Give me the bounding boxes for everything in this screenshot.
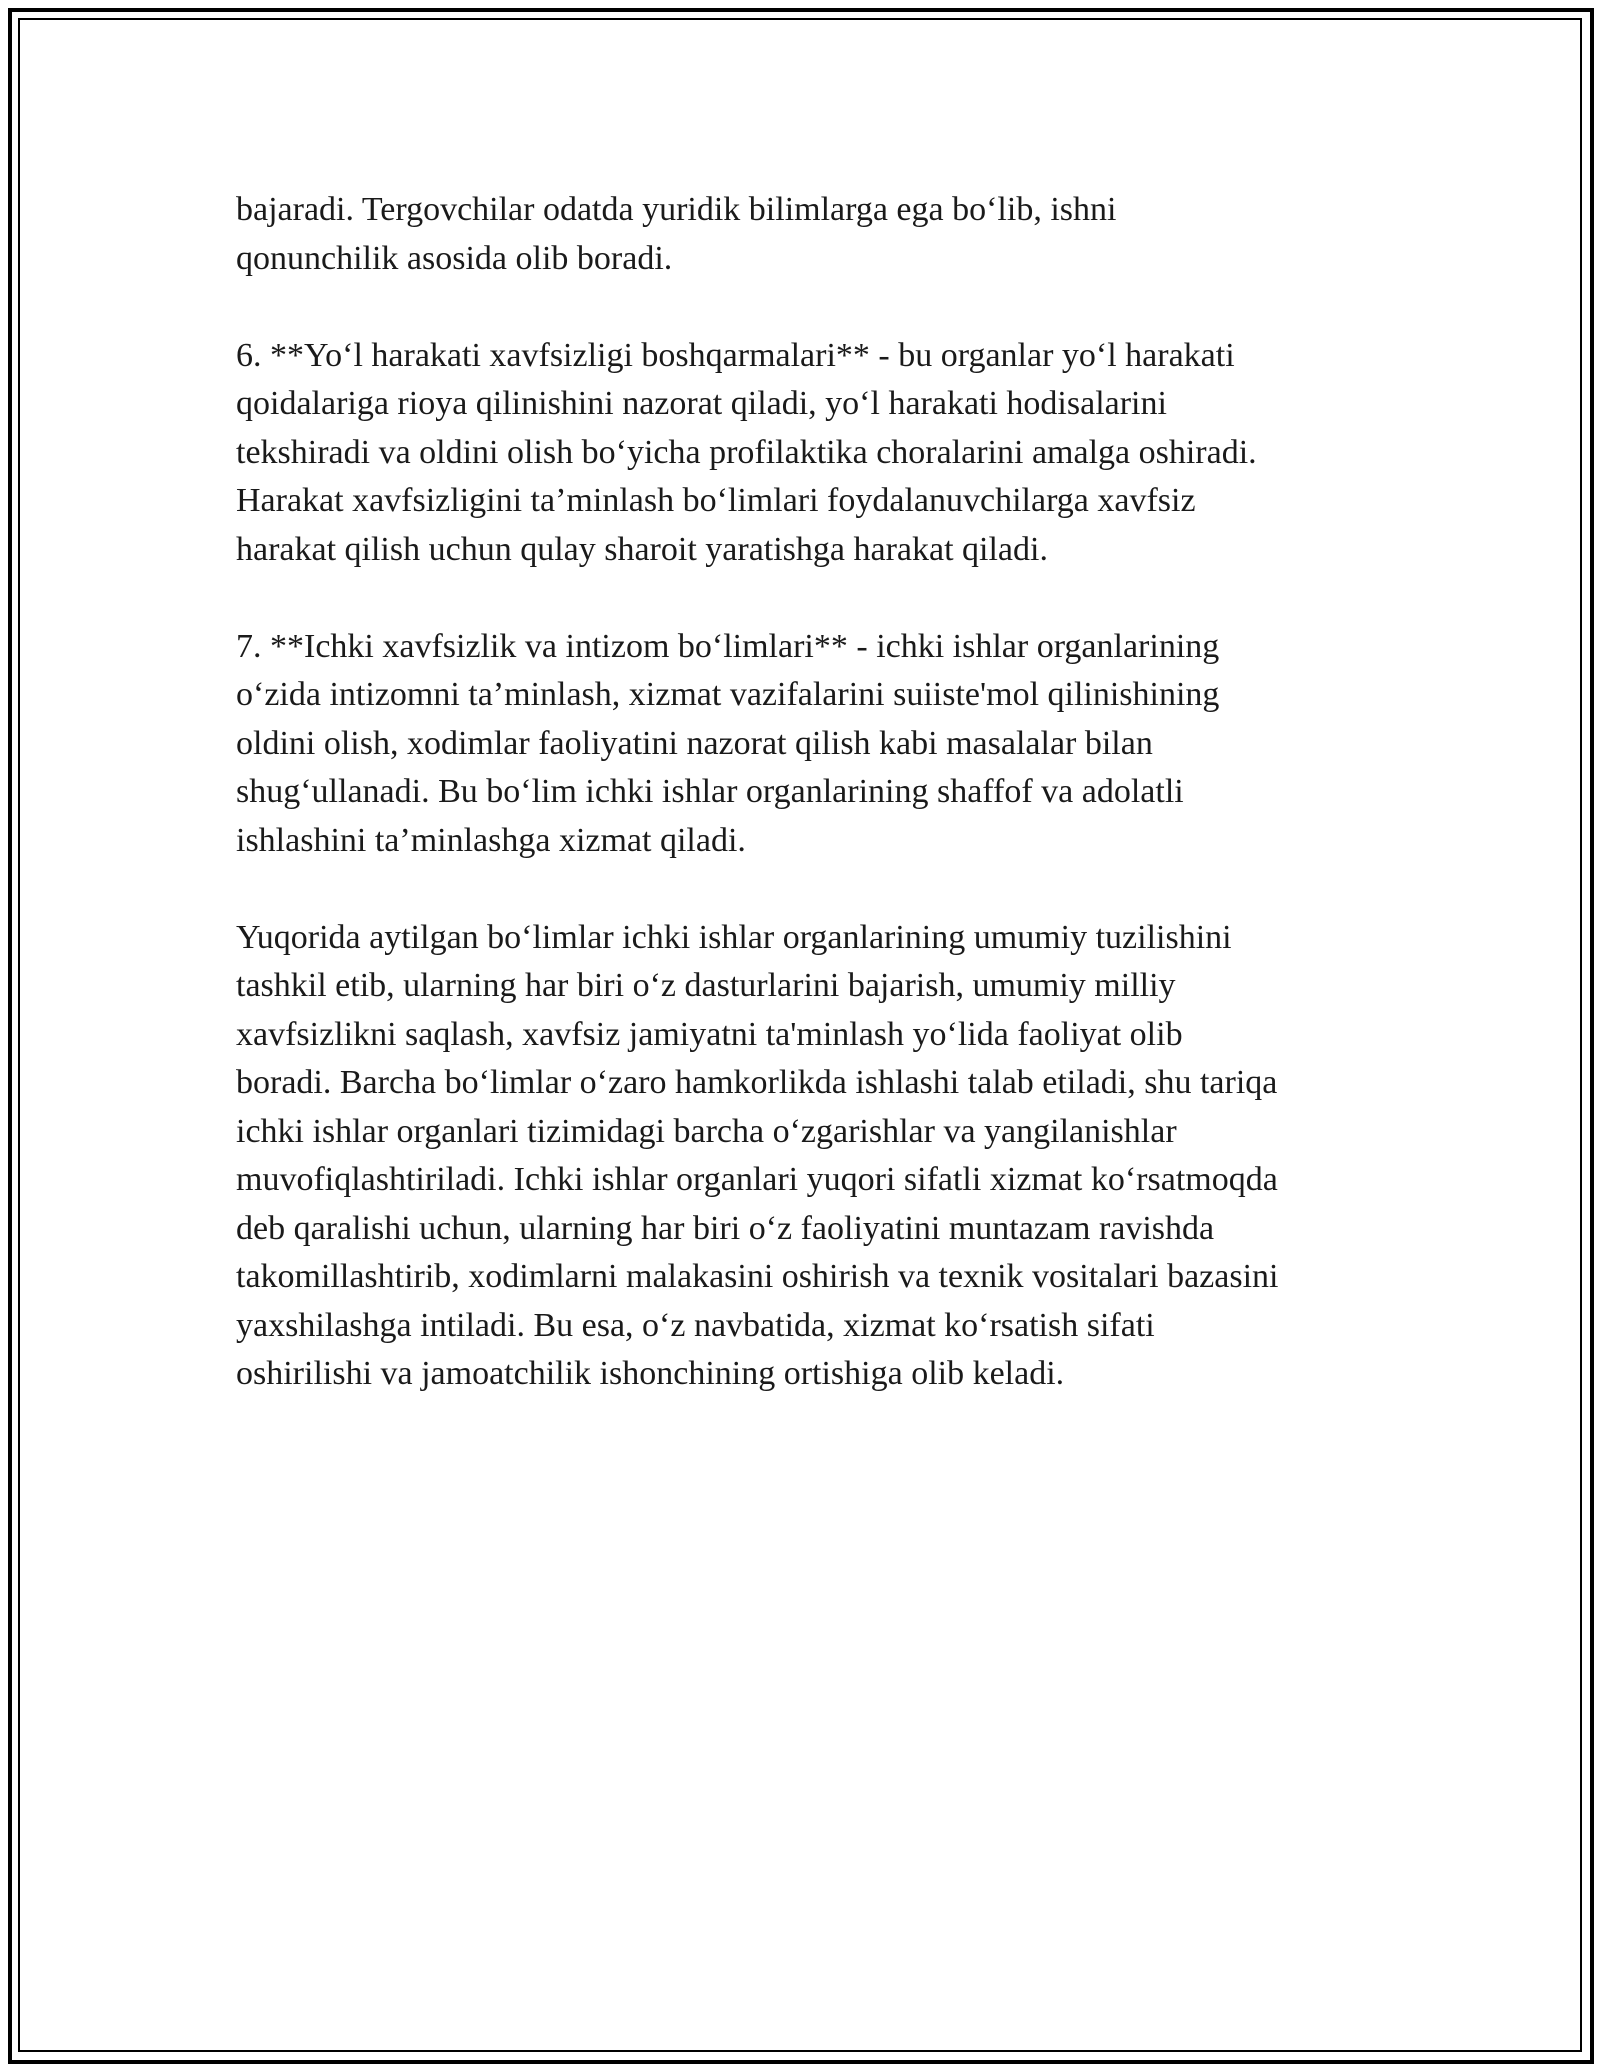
text-line: oldini olish, xodimlar faoliyatini nazorat qilish kabi masalalar bilan bbox=[236, 724, 1153, 762]
text-line: 6. **Yo‘l harakati xavfsizligi boshqarmalari** - bu organlar yo‘l harakati bbox=[236, 336, 1235, 374]
text-line: boradi. Barcha bo‘limlar o‘zaro hamkorlikda ishlashi talab etiladi, shu tariqa bbox=[236, 1064, 1278, 1101]
text-line: o‘zida intizomni ta’minlash, xizmat vazifalarini suiiste'mol qilinishining bbox=[236, 676, 1220, 713]
text-line: ishlashini ta’minlashga xizmat qiladi. bbox=[236, 821, 746, 859]
text-line: xavfsizlikni saqlash, xavfsiz jamiyatni ta'minlash yo‘lida faoliyat olib bbox=[236, 1015, 1183, 1053]
document-body bbox=[236, 186, 1396, 1447]
text-line: muvofiqlashtiriladi. Ichki ishlar organlari yuqori sifatli xizmat ko‘rsatmoqda bbox=[236, 1161, 1278, 1198]
text-line: qoidalariga rioya qilinishini nazorat qiladi, yo‘l harakati hodisalarini bbox=[236, 385, 1167, 422]
text-line: bajaradi. Tergovchilar odatda yuridik bilimlarga ega bo‘lib, ishni bbox=[236, 191, 1117, 228]
paragraph-conclusion bbox=[236, 914, 1396, 1399]
text-line: harakat qilish uchun qulay sharoit yaratishga harakat qiladi. bbox=[236, 530, 1048, 568]
text-line: deb qaralishi uchun, ularning har biri o‘z faoliyatini muntazam ravishda bbox=[236, 1209, 1215, 1247]
text-line: yaxshilashga intiladi. Bu esa, o‘z navbatida, xizmat ko‘rsatish sifati bbox=[236, 1306, 1155, 1344]
text-line: ichki ishlar organlari tizimidagi barcha o‘zgarishlar va yangilanishlar bbox=[236, 1112, 1177, 1150]
text-line: Harakat xavfsizligini ta’minlash bo‘limlari foydalanuvchilarga xavfsiz bbox=[236, 482, 1196, 519]
text-line: qonunchilik asosida olib boradi. bbox=[236, 239, 673, 277]
text-line: tashkil etib, ularning har biri o‘z dasturlarini bajarish, umumiy milliy bbox=[236, 967, 1176, 1004]
paragraph-intro-continuation bbox=[236, 186, 1396, 283]
text-line: oshirilishi va jamoatchilik ishonchining ortishiga olib keladi. bbox=[236, 1355, 1065, 1392]
text-line: shug‘ullanadi. Bu bo‘lim ichki ishlar organlarining shaffof va adolatli bbox=[236, 773, 1184, 810]
text-line: 7. **Ichki xavfsizlik va intizom bo‘limlari** - ichki ishlar organlarining bbox=[236, 627, 1220, 665]
text-line: tekshiradi va oldini olish bo‘yicha profilaktika choralarini amalga oshiradi. bbox=[236, 433, 1257, 471]
text-line: takomillashtirib, xodimlarni malakasini oshirish va texnik vositalari bazasini bbox=[236, 1258, 1279, 1295]
text-line: Yuqorida aytilgan bo‘limlar ichki ishlar organlarining umumiy tuzilishini bbox=[236, 918, 1232, 956]
paragraph-item-6 bbox=[236, 332, 1396, 575]
paragraph-item-7 bbox=[236, 623, 1396, 866]
